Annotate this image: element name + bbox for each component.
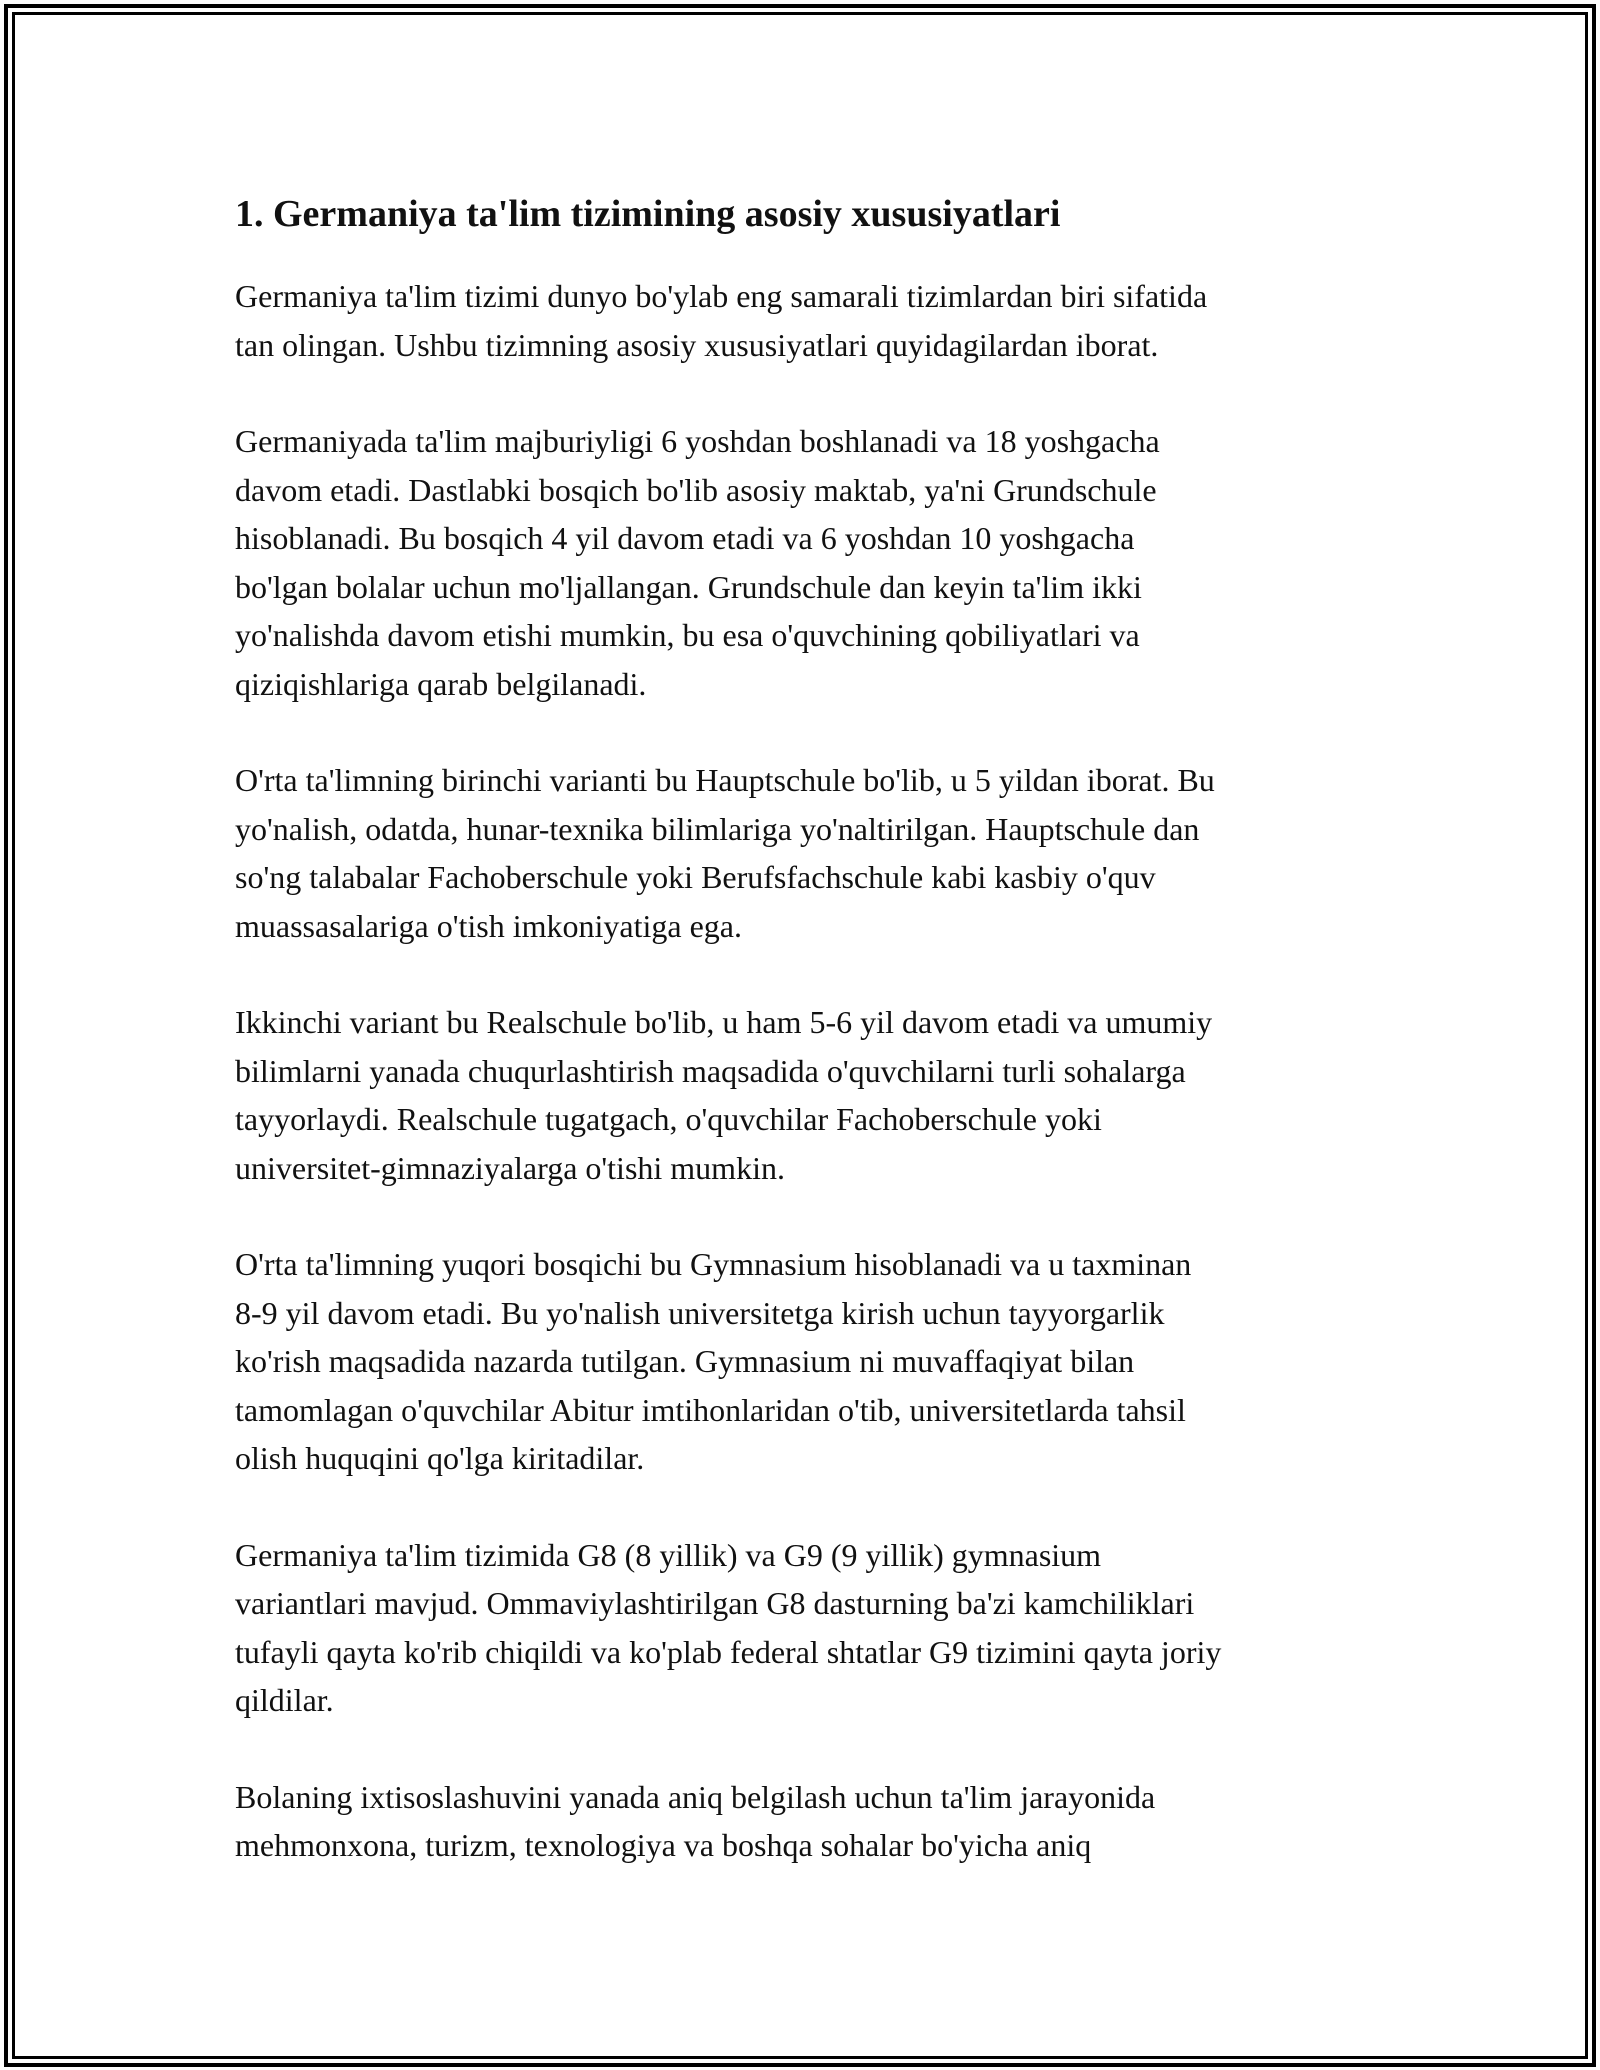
paragraph-realschule: Ikkinchi variant bu Realschule bo'lib, u ham 5-6 yil davom etadi va umumiy bilimlarni yanada chuqurlashtirish maqsadida o'quvchilarni turli sohalarga tayyorlaydi. Realschule tugatgach, o'quvchilar Fachoberschule yoki universitet-gimnaziyalarga o'tishi mumkin. bbox=[235, 1004, 1213, 1186]
section-heading: 1. Germaniya ta'lim tizimining asosiy xususiyatlari bbox=[235, 193, 1061, 235]
document-body bbox=[235, 188, 1375, 1918]
paragraph-grundschule: Germaniyada ta'lim majburiyligi 6 yoshdan boshlanadi va 18 yoshgacha davom etadi. Dastlabki bosqich bo'lib asosiy maktab, ya'ni Grundschule hisoblanadi. Bu bosqich 4 yil davom etadi va 6 yoshdan 10 yoshgacha bo'lgan bolalar uchun mo'ljallangan. Grundschule dan keyin ta'lim ikki yo'nalishda davom etishi mumkin, bu esa o'quvchining qobiliyatlari va qiziqishlariga qarab belgilanadi. bbox=[235, 423, 1160, 702]
paragraph-g8-g9: Germaniya ta'lim tizimida G8 (8 yillik) va G9 (9 yillik) gymnasium variantlari mavjud. Ommaviylashtirilgan G8 dasturning ba'zi kamchiliklari tufayli qayta ko'rib chiqildi va ko'plab federal shtatlar G9 tizimini qayta joriy qildilar. bbox=[235, 1536, 1222, 1718]
paragraph-specialization: Bolaning ixtisoslashuvini yanada aniq belgilash uchun ta'lim jarayonida mehmonxona, turizm, texnologiya va boshqa sohalar bo'yicha aniq bbox=[235, 1778, 1156, 1863]
paragraph-hauptschule: O'rta ta'limning birinchi varianti bu Hauptschule bo'lib, u 5 yildan iborat. Bu yo'nalish, odatda, hunar-texnika bilimlariga yo'naltirilgan. Hauptschule dan so'ng talabalar Fachoberschule yoki Berufsfachschule kabi kasbiy o'quv muassasalariga o'tish imkoniyatiga ega. bbox=[235, 762, 1215, 944]
paragraph-gymnasium: O'rta ta'limning yuqori bosqichi bu Gymnasium hisoblanadi va u taxminan 8-9 yil davom etadi. Bu yo'nalish universitetga kirish uchun tayyorgarlik ko'rish maqsadida nazarda tutilgan. Gymnasium ni muvaffaqiyat bilan tamomlagan o'quvchilar Abitur imtihonlaridan o'tib, universitetlarda tahsil olish huquqini qo'lga kiritadilar. bbox=[235, 1246, 1192, 1476]
paragraph-intro: Germaniya ta'lim tizimi dunyo bo'ylab eng samarali tizimlardan biri sifatida tan olingan. Ushbu tizimning asosiy xususiyatlari quyidagilardan iborat. bbox=[235, 278, 1208, 363]
